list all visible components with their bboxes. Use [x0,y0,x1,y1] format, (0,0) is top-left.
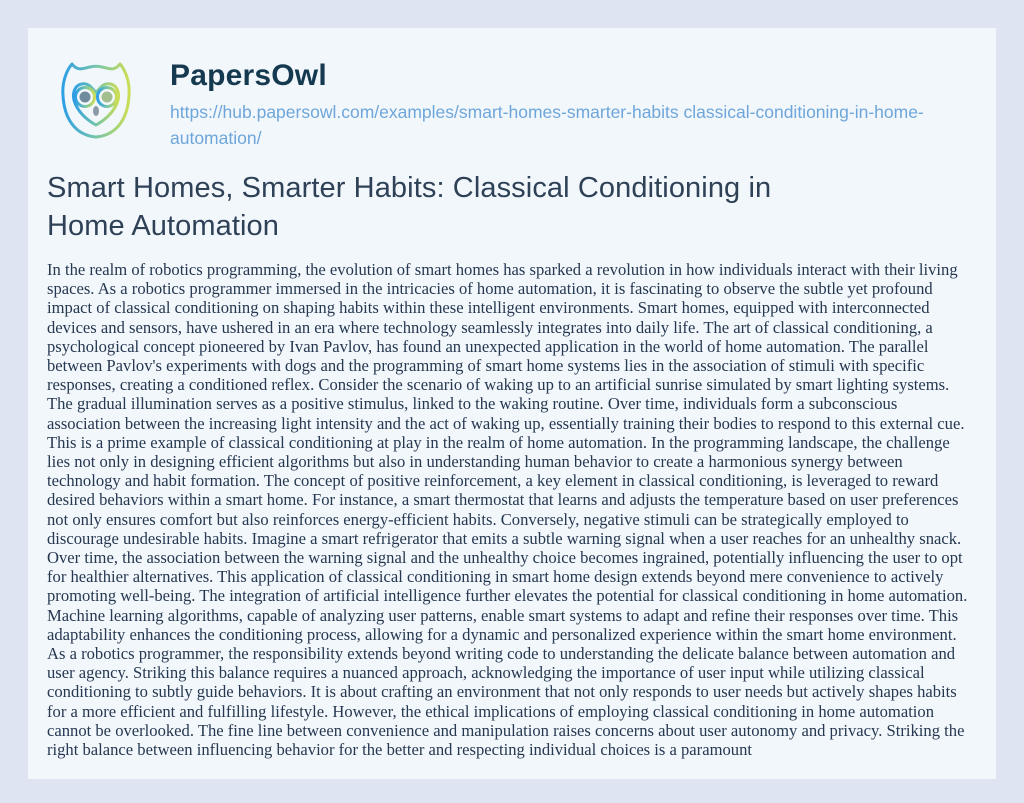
header-text-block [170,55,938,151]
document-header [28,28,996,151]
papersowl-owl-logo-icon [48,55,144,151]
article-title: Smart Homes, Smarter Habits: Classical Conditioning in Home Automation [47,172,772,242]
document-card [28,28,996,779]
brand-title: PapersOwl [170,59,327,92]
article-body-text: In the realm of robotics programming, the evolution of smart homes has sparked a revolution in how individuals interact with their living spaces. As a robotics programmer immersed in the intricacies of home automation, it is fascinating to observe the subtle yet profound impact of classical conditioning on shaping habits within these intelligent environments. Smart homes, equipped with interconnected devices and sensors, have ushered in an era where technology seamlessly integrates into daily life. The art of classical conditioning, a psychological concept pioneered by Ivan Pavlov, has found an unexpected application in the world of home automation. The parallel between Pavlov's experiments with dogs and the programming of smart home systems lies in the association of stimuli with specific responses, creating a conditioned reflex. Consider the scenario of waking up to an artificial sunrise simulated by smart lighting systems. The gradual illumination serves as a positive stimulus, linked to the waking routine. Over time, individuals form a subconscious association between the increasing light intensity and the act of waking up, essentially training their bodies to respond to this external cue. This is a prime example of classical conditioning at play in the realm of home automation. In the programming landscape, the challenge lies not only in designing efficient algorithms but also in understanding human behavior to create a harmonious synergy between technology and habit formation. The concept of positive reinforcement, a key element in classical conditioning, is leveraged to reward desired behaviors within a smart home. For instance, a smart thermostat that learns and adjusts the temperature based on user preferences not only ensures comfort but also reinforces energy-efficient habits. Conversely, negative stimuli can be strategically employed to discourage undesirable habits. Imagine a smart refrigerator that emits a subtle warning signal when a user reaches for an unhealthy snack. Over time, the association between the warning signal and the unhealthy choice becomes ingrained, potentially influencing the user to opt for healthier alternatives. This application of classical conditioning in smart home design extends beyond mere convenience to actively promoting well-being. The integration of artificial intelligence further elevates the potential for classical conditioning in home automation. Machine learning algorithms, capable of analyzing user patterns, enable smart systems to adapt and refine their responses over time. This adaptability enhances the conditioning process, allowing for a dynamic and personalized experience within the smart home environment. As a robotics programmer, the responsibility extends beyond writing code to understanding the delicate balance between automation and user agency. Striking this balance requires a nuanced approach, acknowledging the importance of user input while utilizing classical conditioning to subtly guide behaviors. It is about crafting an environment that not only responds to user needs but actively shapes habits for a more efficient and fulfilling lifestyle. However, the ethical implications of employing classical conditioning in home automation cannot be overlooked. The fine line between convenience and manipulation raises concerns about user autonomy and privacy. Striking the right balance between influencing behavior for the better and respecting individual choices is a paramount [47,260,968,760]
source-url-link[interactable]: https://hub.papersowl.com/examples/smart-homes-smarter-habits classical-conditioning-in-home-automation/ [170,102,924,148]
